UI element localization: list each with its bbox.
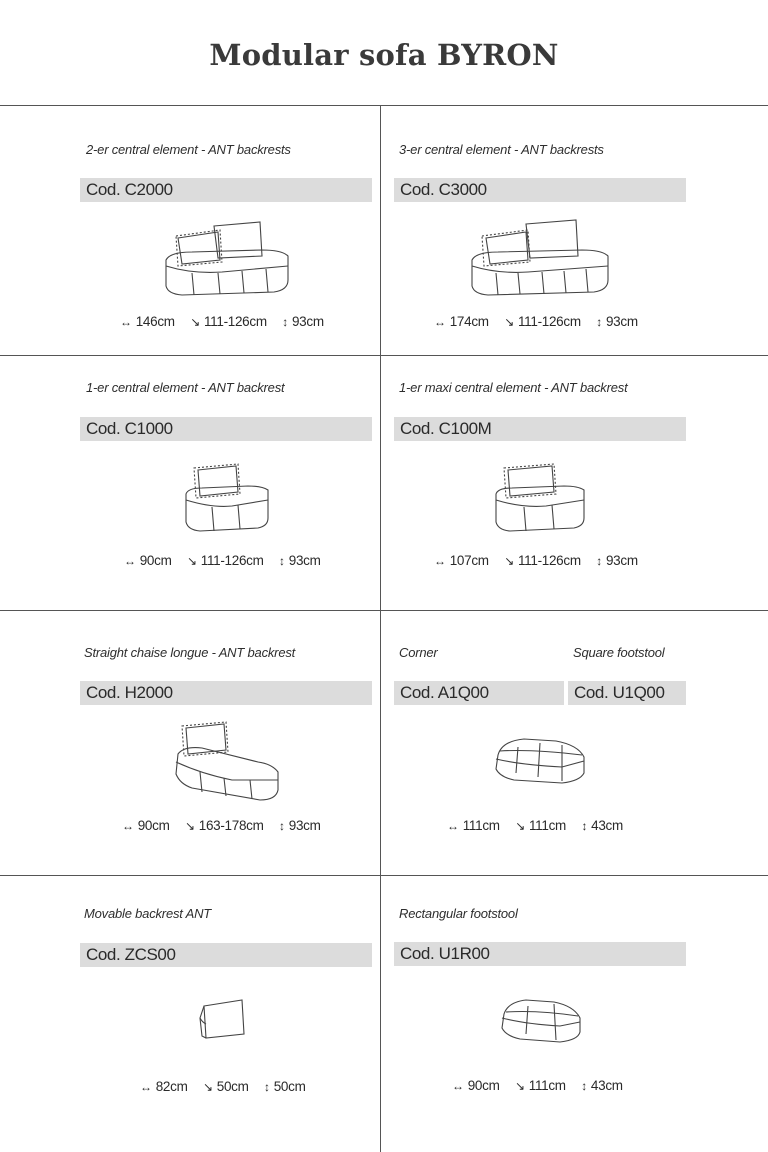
square-footstool-icon — [492, 733, 588, 787]
item-code: Cod. C1000 — [80, 417, 372, 441]
depth-icon: ↘ — [190, 315, 200, 329]
depth-icon: ↘ — [184, 819, 195, 833]
page-title: Modular sofa BYRON — [209, 38, 559, 72]
item-code: Cod. C3000 — [394, 178, 686, 202]
depth-icon: ↘ — [504, 315, 514, 329]
armchair-maxi-icon — [492, 460, 588, 536]
item-code: Cod. H2000 — [80, 681, 372, 705]
item-label: Corner — [399, 645, 438, 660]
column-divider — [380, 105, 381, 1152]
height-icon: ↕ — [596, 315, 602, 329]
item-label-secondary: Square footstool — [573, 645, 665, 660]
height-icon: ↕ — [279, 554, 285, 568]
sofa-2-seat-icon — [162, 216, 294, 300]
dimensions: ↔ 90cm ↘ 111-126cm ↕ 93cm — [124, 553, 321, 568]
depth-icon: ↘ — [186, 554, 197, 568]
item-code: Cod. U1R00 — [394, 942, 686, 966]
item-label: 3-er central element - ANT backrests — [399, 142, 604, 157]
item-code: Cod. C100M — [394, 417, 686, 441]
width-icon: ↔ — [452, 1079, 464, 1093]
dimensions: ↔ 82cm ↘ 50cm ↕ 50cm — [140, 1079, 306, 1094]
depth-icon: ↘ — [514, 1079, 525, 1093]
item-label: Rectangular footstool — [399, 906, 518, 921]
depth-icon: ↘ — [202, 1080, 213, 1094]
divider — [0, 355, 768, 356]
chaise-longue-icon — [172, 718, 282, 804]
dimensions: ↔ 174cm ↘ 111-126cm ↕ 93cm — [434, 314, 638, 329]
item-code: Cod. ZCS00 — [80, 943, 372, 967]
dimensions: ↔ 111cm ↘ 111cm ↕ 43cm — [447, 818, 623, 833]
item-label: 1-er maxi central element - ANT backrest — [399, 380, 628, 395]
height-icon: ↕ — [596, 554, 602, 568]
divider — [0, 875, 768, 876]
dimensions: ↔ 90cm ↘ 163-178cm ↕ 93cm — [122, 818, 321, 833]
depth-icon: ↘ — [504, 554, 514, 568]
item-label: 2-er central element - ANT backrests — [86, 142, 291, 157]
width-icon: ↔ — [434, 315, 446, 329]
height-icon: ↕ — [581, 1079, 587, 1093]
depth-icon: ↘ — [515, 819, 525, 833]
height-icon: ↕ — [581, 819, 588, 833]
width-icon: ↔ — [447, 819, 459, 833]
width-icon: ↔ — [120, 315, 132, 329]
item-code: Cod. A1Q00 — [394, 681, 564, 705]
sofa-3-seat-icon — [468, 216, 614, 300]
item-label: Straight chaise longue - ANT backrest — [84, 645, 296, 660]
item-code: Cod. C2000 — [80, 178, 372, 202]
divider — [0, 610, 768, 611]
rectangular-footstool-icon — [498, 996, 584, 1046]
dimensions: ↔ 90cm ↘ 111cm ↕ 43cm — [452, 1078, 623, 1093]
width-icon: ↔ — [122, 819, 134, 833]
backrest-cushion-icon — [198, 996, 248, 1042]
dimensions: ↔ 107cm ↘ 111-126cm ↕ 93cm — [434, 553, 638, 568]
height-icon: ↕ — [282, 315, 288, 329]
width-icon: ↔ — [140, 1080, 152, 1094]
armchair-icon — [182, 460, 272, 536]
divider — [0, 105, 768, 106]
item-code-secondary: Cod. U1Q00 — [568, 681, 686, 705]
width-icon: ↔ — [124, 554, 136, 568]
height-icon: ↕ — [279, 819, 285, 833]
item-label: 1-er central element - ANT backrest — [86, 380, 285, 395]
width-icon: ↔ — [434, 554, 446, 568]
dimensions: ↔ 146cm ↘ 111-126cm ↕ 93cm — [120, 314, 324, 329]
height-icon: ↕ — [264, 1080, 270, 1094]
item-label: Movable backrest ANT — [84, 906, 212, 921]
